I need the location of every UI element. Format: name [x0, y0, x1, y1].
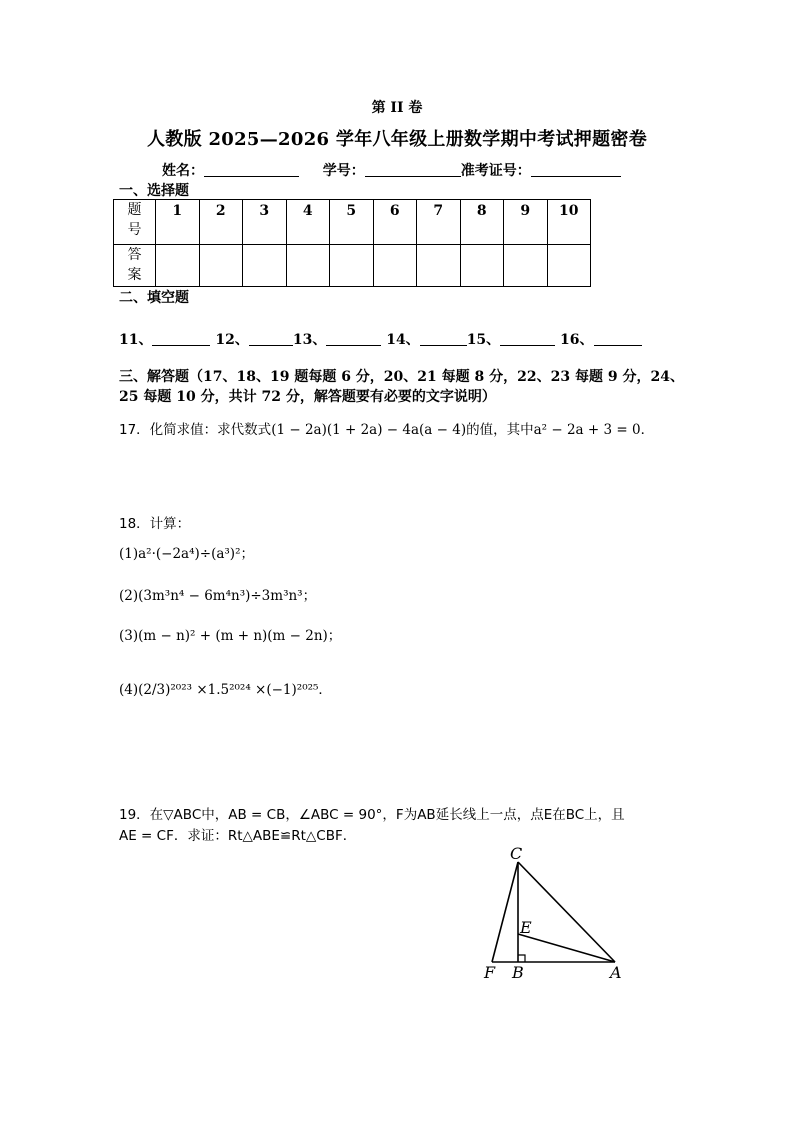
- answer-cell[interactable]: [286, 245, 330, 287]
- student-id-blank[interactable]: [365, 162, 461, 177]
- section2-title: 二、填空题: [119, 290, 189, 306]
- row-header-answer-text: 答案: [127, 247, 142, 283]
- table-row: [114, 245, 591, 287]
- answer-cell[interactable]: [156, 245, 200, 287]
- label-f: F: [484, 963, 496, 982]
- question-number: 1: [156, 200, 200, 245]
- student-id-label: 学号：: [322, 163, 365, 179]
- answer-cell[interactable]: [199, 245, 243, 287]
- question-number: 9: [504, 200, 548, 245]
- question-number: 6: [373, 200, 417, 245]
- label-a: A: [610, 963, 622, 982]
- blank-15[interactable]: [500, 333, 555, 346]
- label-e: E: [520, 918, 532, 937]
- blank-label-15: 15、: [466, 332, 501, 348]
- answer-cell[interactable]: [417, 245, 461, 287]
- triangle-figure: [478, 842, 638, 982]
- name-blank[interactable]: [204, 162, 299, 177]
- section3-title-line1: 三、解答题（17、18、19 题每题 6 分，20、21 每题 8 分，22、23 每题 9 分，24、: [119, 369, 684, 385]
- q18-part3: (3)(m − n)² + (m + n)(m − 2n)；: [119, 628, 342, 644]
- segment-ca: [518, 862, 615, 962]
- question-17: [119, 418, 654, 438]
- fill-in-blanks-row: [119, 329, 642, 349]
- segment-cf: [492, 862, 518, 962]
- q18-title: 18．计算：: [119, 516, 191, 532]
- blank-13[interactable]: [326, 333, 381, 346]
- blank-14[interactable]: [420, 333, 467, 346]
- q19-line2: AE = CF．求证：Rt△ABE≌Rt△CBF．: [119, 828, 357, 844]
- q18-part2: (2)(3m³n⁴ − 6m⁴n³)÷3m³n³；: [119, 588, 317, 604]
- blank-16[interactable]: [594, 333, 642, 346]
- section1-title: 一、选择题: [119, 183, 189, 199]
- q18-part1: (1)a²·(−2a⁴)÷(a³)²；: [119, 546, 254, 562]
- row-header-question-text: 题号: [127, 202, 142, 238]
- label-b: B: [512, 963, 524, 982]
- q17-condition: a² − 2a + 3 = 0: [533, 422, 641, 438]
- answer-cell[interactable]: [373, 245, 417, 287]
- question-number: 7: [417, 200, 461, 245]
- answer-cell[interactable]: [547, 245, 591, 287]
- q18-part4: (4)(2/3)²⁰²³ ×1.5²⁰²⁴ ×(−1)²⁰²⁵．: [119, 682, 332, 698]
- blank-label-16: 16、: [560, 332, 594, 348]
- right-angle-mark: [518, 955, 525, 962]
- figure-lines: [492, 862, 615, 962]
- exam-title: 人教版 2025—2026 学年八年级上册数学期中考试押题密卷: [146, 129, 648, 150]
- blank-label-13: 13、: [292, 332, 327, 348]
- section3-title-line2: 25 每题 10 分，共计 72 分，解答题要有必要的文字说明）: [119, 389, 496, 405]
- question-number: 5: [330, 200, 374, 245]
- name-label: 姓名：: [162, 163, 204, 179]
- row-header-answer: [114, 245, 156, 287]
- answer-cell[interactable]: [330, 245, 374, 287]
- answer-table: [113, 199, 591, 287]
- question-number: 10: [547, 200, 591, 245]
- question-number: 2: [199, 200, 243, 245]
- exam-number-blank[interactable]: [531, 162, 621, 177]
- blank-label-12: 12、: [215, 332, 249, 348]
- question-number: 8: [460, 200, 504, 245]
- blank-label-14: 14、: [386, 332, 420, 348]
- blank-12[interactable]: [249, 333, 293, 346]
- q19-line1: 19．在▽ABC中，AB = CB，∠ABC = 90°，F为AB延长线上一点，点E在BC上，且: [119, 807, 625, 823]
- exam-number-label: 准考证号：: [460, 163, 531, 179]
- row-header-question: [114, 200, 156, 245]
- q17-prefix: 17．化简求值：求代数式: [119, 422, 272, 438]
- q17-expression: (1 − 2a)(1 + 2a) − 4a(a − 4): [271, 422, 467, 438]
- answer-cell[interactable]: [243, 245, 287, 287]
- student-info-row: [162, 160, 621, 180]
- question-number: 3: [243, 200, 287, 245]
- table-row: [114, 200, 591, 245]
- blank-label-11: 11、: [119, 332, 153, 348]
- q17-end: ．: [640, 422, 655, 438]
- volume-label: 第 II 卷: [371, 100, 423, 116]
- answer-cell[interactable]: [460, 245, 504, 287]
- label-c: C: [510, 844, 523, 863]
- q17-middle: 的值，其中: [466, 422, 534, 438]
- blank-11[interactable]: [152, 333, 210, 346]
- answer-cell[interactable]: [504, 245, 548, 287]
- question-number: 4: [286, 200, 330, 245]
